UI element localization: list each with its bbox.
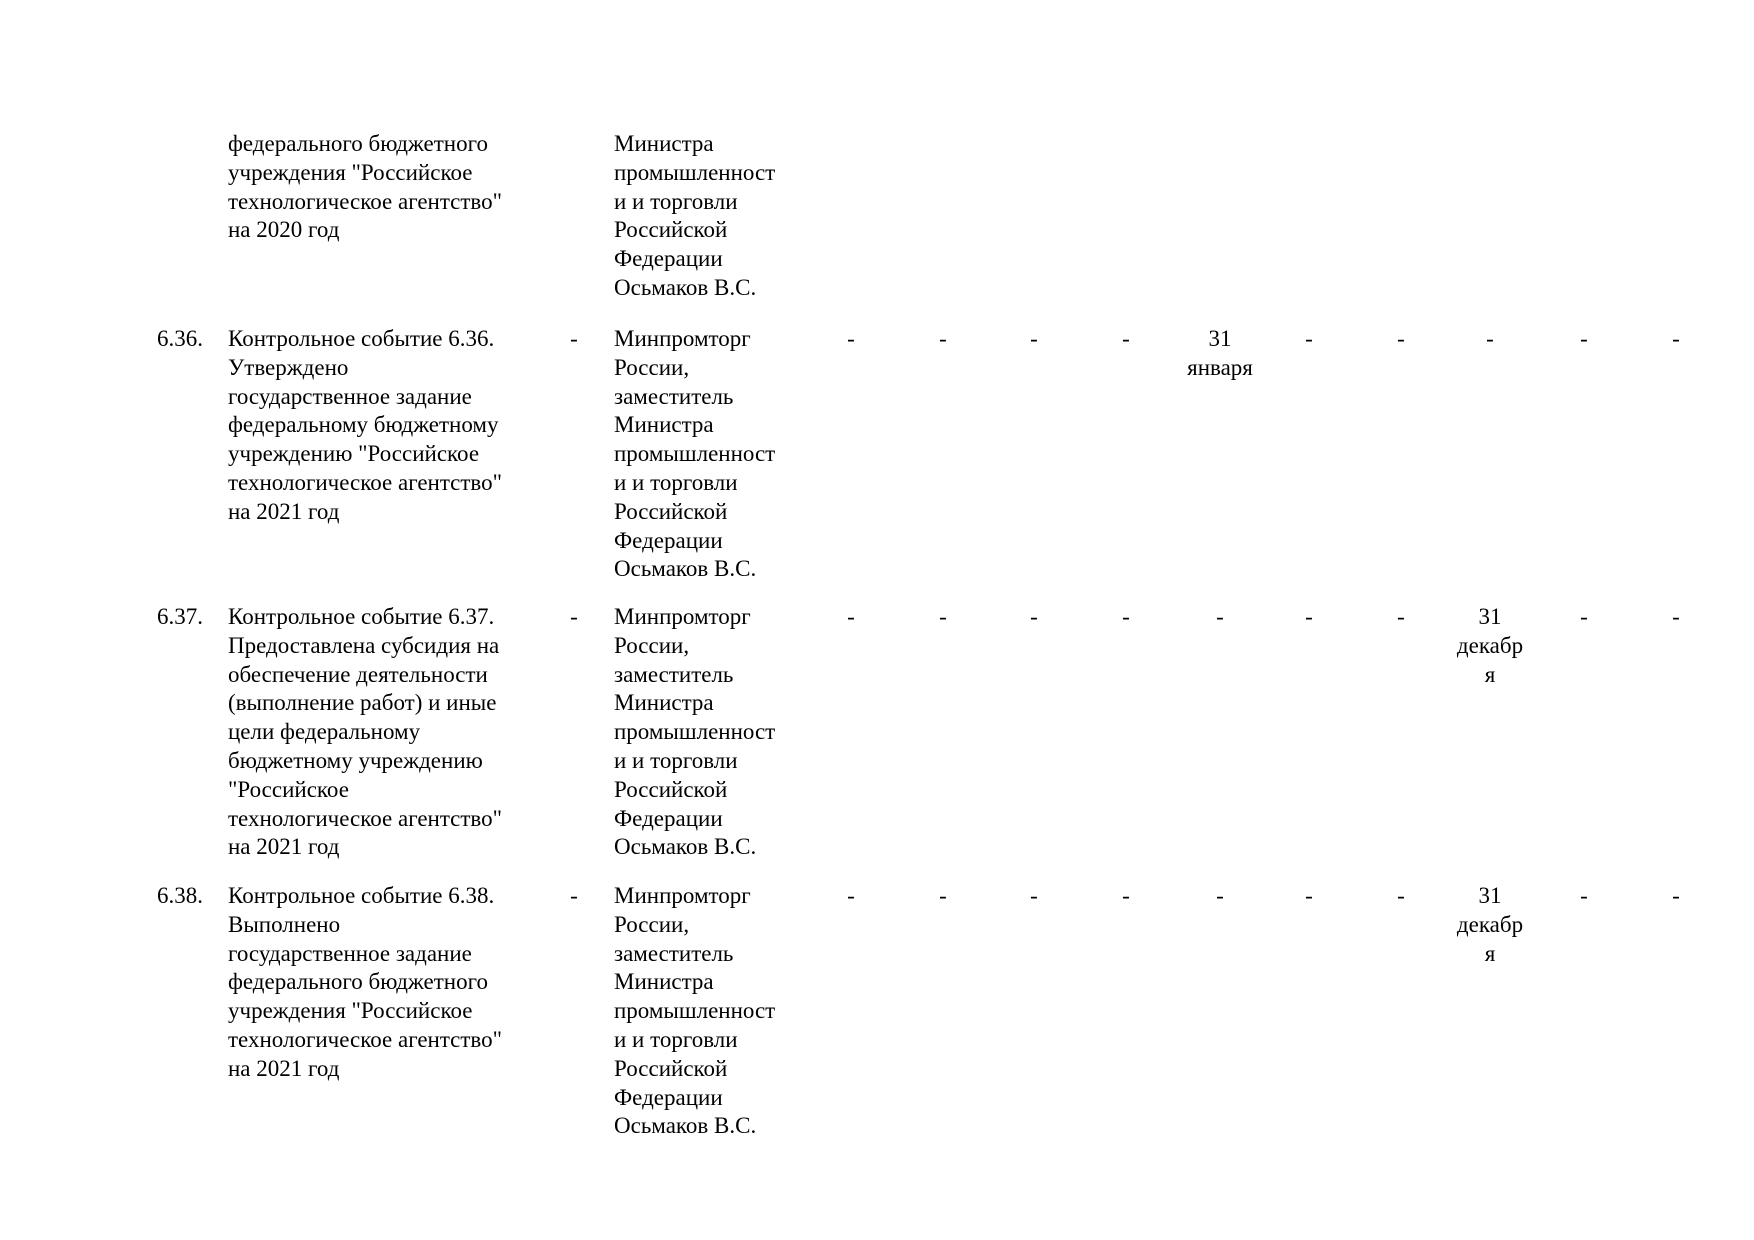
date-line: 31 (1478, 604, 1502, 629)
period-1-value: - (847, 883, 855, 908)
event-name-line: на 2020 год (228, 217, 340, 243)
period-3-value: - (1030, 883, 1038, 908)
event-name-line: технологическое агентство" (228, 188, 503, 214)
responsible-line: Министра (614, 412, 714, 438)
period-7-value: - (1397, 326, 1405, 351)
responsible-line: Минпромторг (614, 883, 751, 908)
date-line: декабр (1456, 911, 1524, 937)
period-10-value: - (1672, 883, 1680, 908)
event-name-line: "Российское (228, 776, 349, 802)
period-8-value (1450, 325, 1530, 354)
responsible-line: Минпромторг (614, 326, 751, 351)
column-3-value: - (570, 604, 578, 629)
event-name-cell (228, 130, 502, 245)
period-5-value (1175, 325, 1265, 383)
period-7-value: - (1397, 604, 1405, 629)
period-10-value: - (1672, 326, 1680, 351)
period-5-value (1175, 603, 1265, 632)
period-6-value: - (1305, 326, 1313, 351)
period-1-value: - (847, 604, 855, 629)
event-name-line: федеральному бюджетному (228, 412, 499, 438)
event-name-line: на 2021 год (228, 498, 340, 524)
period-9-value: - (1580, 883, 1588, 908)
responsible-line: Российской (614, 1055, 728, 1081)
event-name-line: федерального бюджетного (228, 969, 488, 995)
period-4-value: - (1122, 326, 1130, 351)
period-3-value: - (1030, 604, 1038, 629)
period-2-value: - (939, 883, 947, 908)
responsible-line: промышленност (614, 441, 776, 467)
date-line: я (1484, 940, 1496, 966)
responsible-line: Министра (614, 690, 714, 716)
event-name-line: Предоставлена субсидия на (228, 632, 500, 658)
responsible-line: Осьмаков В.С. (614, 274, 757, 300)
column-3-value: - (570, 883, 578, 908)
period-2-value: - (939, 326, 947, 351)
event-name-line: технологическое агентство" (228, 805, 503, 831)
period-1-value: - (847, 326, 855, 351)
responsible-line: заместитель (614, 661, 734, 687)
responsible-line: Минпромторг (614, 604, 751, 629)
date-line: я (1484, 661, 1496, 687)
event-name-line: учреждения "Российское (228, 998, 473, 1024)
responsible-line: Федерации (614, 805, 723, 831)
period-5-value (1175, 882, 1265, 911)
event-name-line: государственное задание (228, 940, 472, 966)
period-8-value (1450, 882, 1530, 968)
period-10-value: - (1672, 604, 1680, 629)
period-2-value: - (939, 604, 947, 629)
period-9-value: - (1580, 326, 1588, 351)
responsible-line: Федерации (614, 1084, 723, 1110)
responsible-cell (614, 325, 775, 584)
responsible-line: и и торговли (614, 188, 738, 214)
date-line: 31 (1478, 883, 1502, 908)
date-line: - (1216, 883, 1224, 908)
responsible-line: Российской (614, 217, 728, 243)
responsible-line: России, (614, 632, 690, 658)
period-7-value: - (1397, 883, 1405, 908)
responsible-line: России, (614, 911, 690, 937)
responsible-line: Федерации (614, 527, 723, 553)
responsible-line: промышленност (614, 998, 776, 1024)
event-name-cell (228, 882, 502, 1084)
event-name-line: на 2021 год (228, 1055, 340, 1081)
period-4-value: - (1122, 604, 1130, 629)
date-line: - (1216, 604, 1224, 629)
event-name-line: государственное задание (228, 383, 472, 409)
period-3-value: - (1030, 326, 1038, 351)
event-name-cell (228, 325, 502, 527)
date-line: января (1187, 354, 1253, 380)
event-name-line: Контрольное событие 6.36. (228, 326, 495, 351)
column-3-value: - (570, 326, 578, 351)
event-name-line: обеспечение деятельности (228, 661, 488, 687)
event-name-line: цели федеральному (228, 719, 421, 745)
period-9-value: - (1580, 604, 1588, 629)
responsible-line: Министра (614, 131, 714, 156)
responsible-line: промышленност (614, 719, 776, 745)
event-name-line: учреждения "Российское (228, 159, 473, 185)
event-name-line: Выполнено (228, 911, 341, 937)
event-name-line: на 2021 год (228, 834, 340, 860)
event-name-line: технологическое агентство" (228, 1026, 503, 1052)
responsible-line: и и торговли (614, 469, 738, 495)
period-6-value: - (1305, 883, 1313, 908)
responsible-line: заместитель (614, 940, 734, 966)
event-name-line: Утверждено (228, 354, 349, 380)
period-6-value: - (1305, 604, 1313, 629)
date-line: 31 (1208, 326, 1232, 351)
responsible-line: Осьмаков В.С. (614, 834, 757, 860)
responsible-line: и и торговли (614, 747, 738, 773)
responsible-line: Российской (614, 776, 728, 802)
responsible-line: заместитель (614, 383, 734, 409)
period-8-value (1450, 603, 1530, 689)
responsible-line: Российской (614, 498, 728, 524)
event-name-line: учреждению "Российское (228, 441, 480, 467)
responsible-cell (614, 882, 775, 1141)
responsible-line: Осьмаков В.С. (614, 556, 757, 582)
responsible-line: Федерации (614, 246, 723, 272)
responsible-cell (614, 603, 775, 862)
responsible-line: промышленност (614, 159, 776, 185)
event-name-line: (выполнение работ) и иные (228, 690, 497, 716)
date-line: декабр (1456, 632, 1524, 658)
responsible-line: Министра (614, 969, 714, 995)
event-name-line: Контрольное событие 6.38. (228, 883, 495, 908)
responsible-line: Осьмаков В.С. (614, 1113, 757, 1139)
event-name-line: федерального бюджетного (228, 131, 488, 156)
period-4-value: - (1122, 883, 1130, 908)
event-name-line: технологическое агентство" (228, 469, 503, 495)
event-name-line: бюджетному учреждению (228, 747, 483, 773)
row-number: 6.37. (157, 604, 203, 629)
row-number: 6.38. (157, 883, 203, 908)
date-line: - (1486, 326, 1494, 351)
event-name-line: Контрольное событие 6.37. (228, 604, 495, 629)
responsible-line: и и торговли (614, 1026, 738, 1052)
responsible-line: России, (614, 354, 690, 380)
row-number: 6.36. (157, 326, 203, 351)
event-name-cell (228, 603, 502, 862)
responsible-cell (614, 130, 775, 303)
